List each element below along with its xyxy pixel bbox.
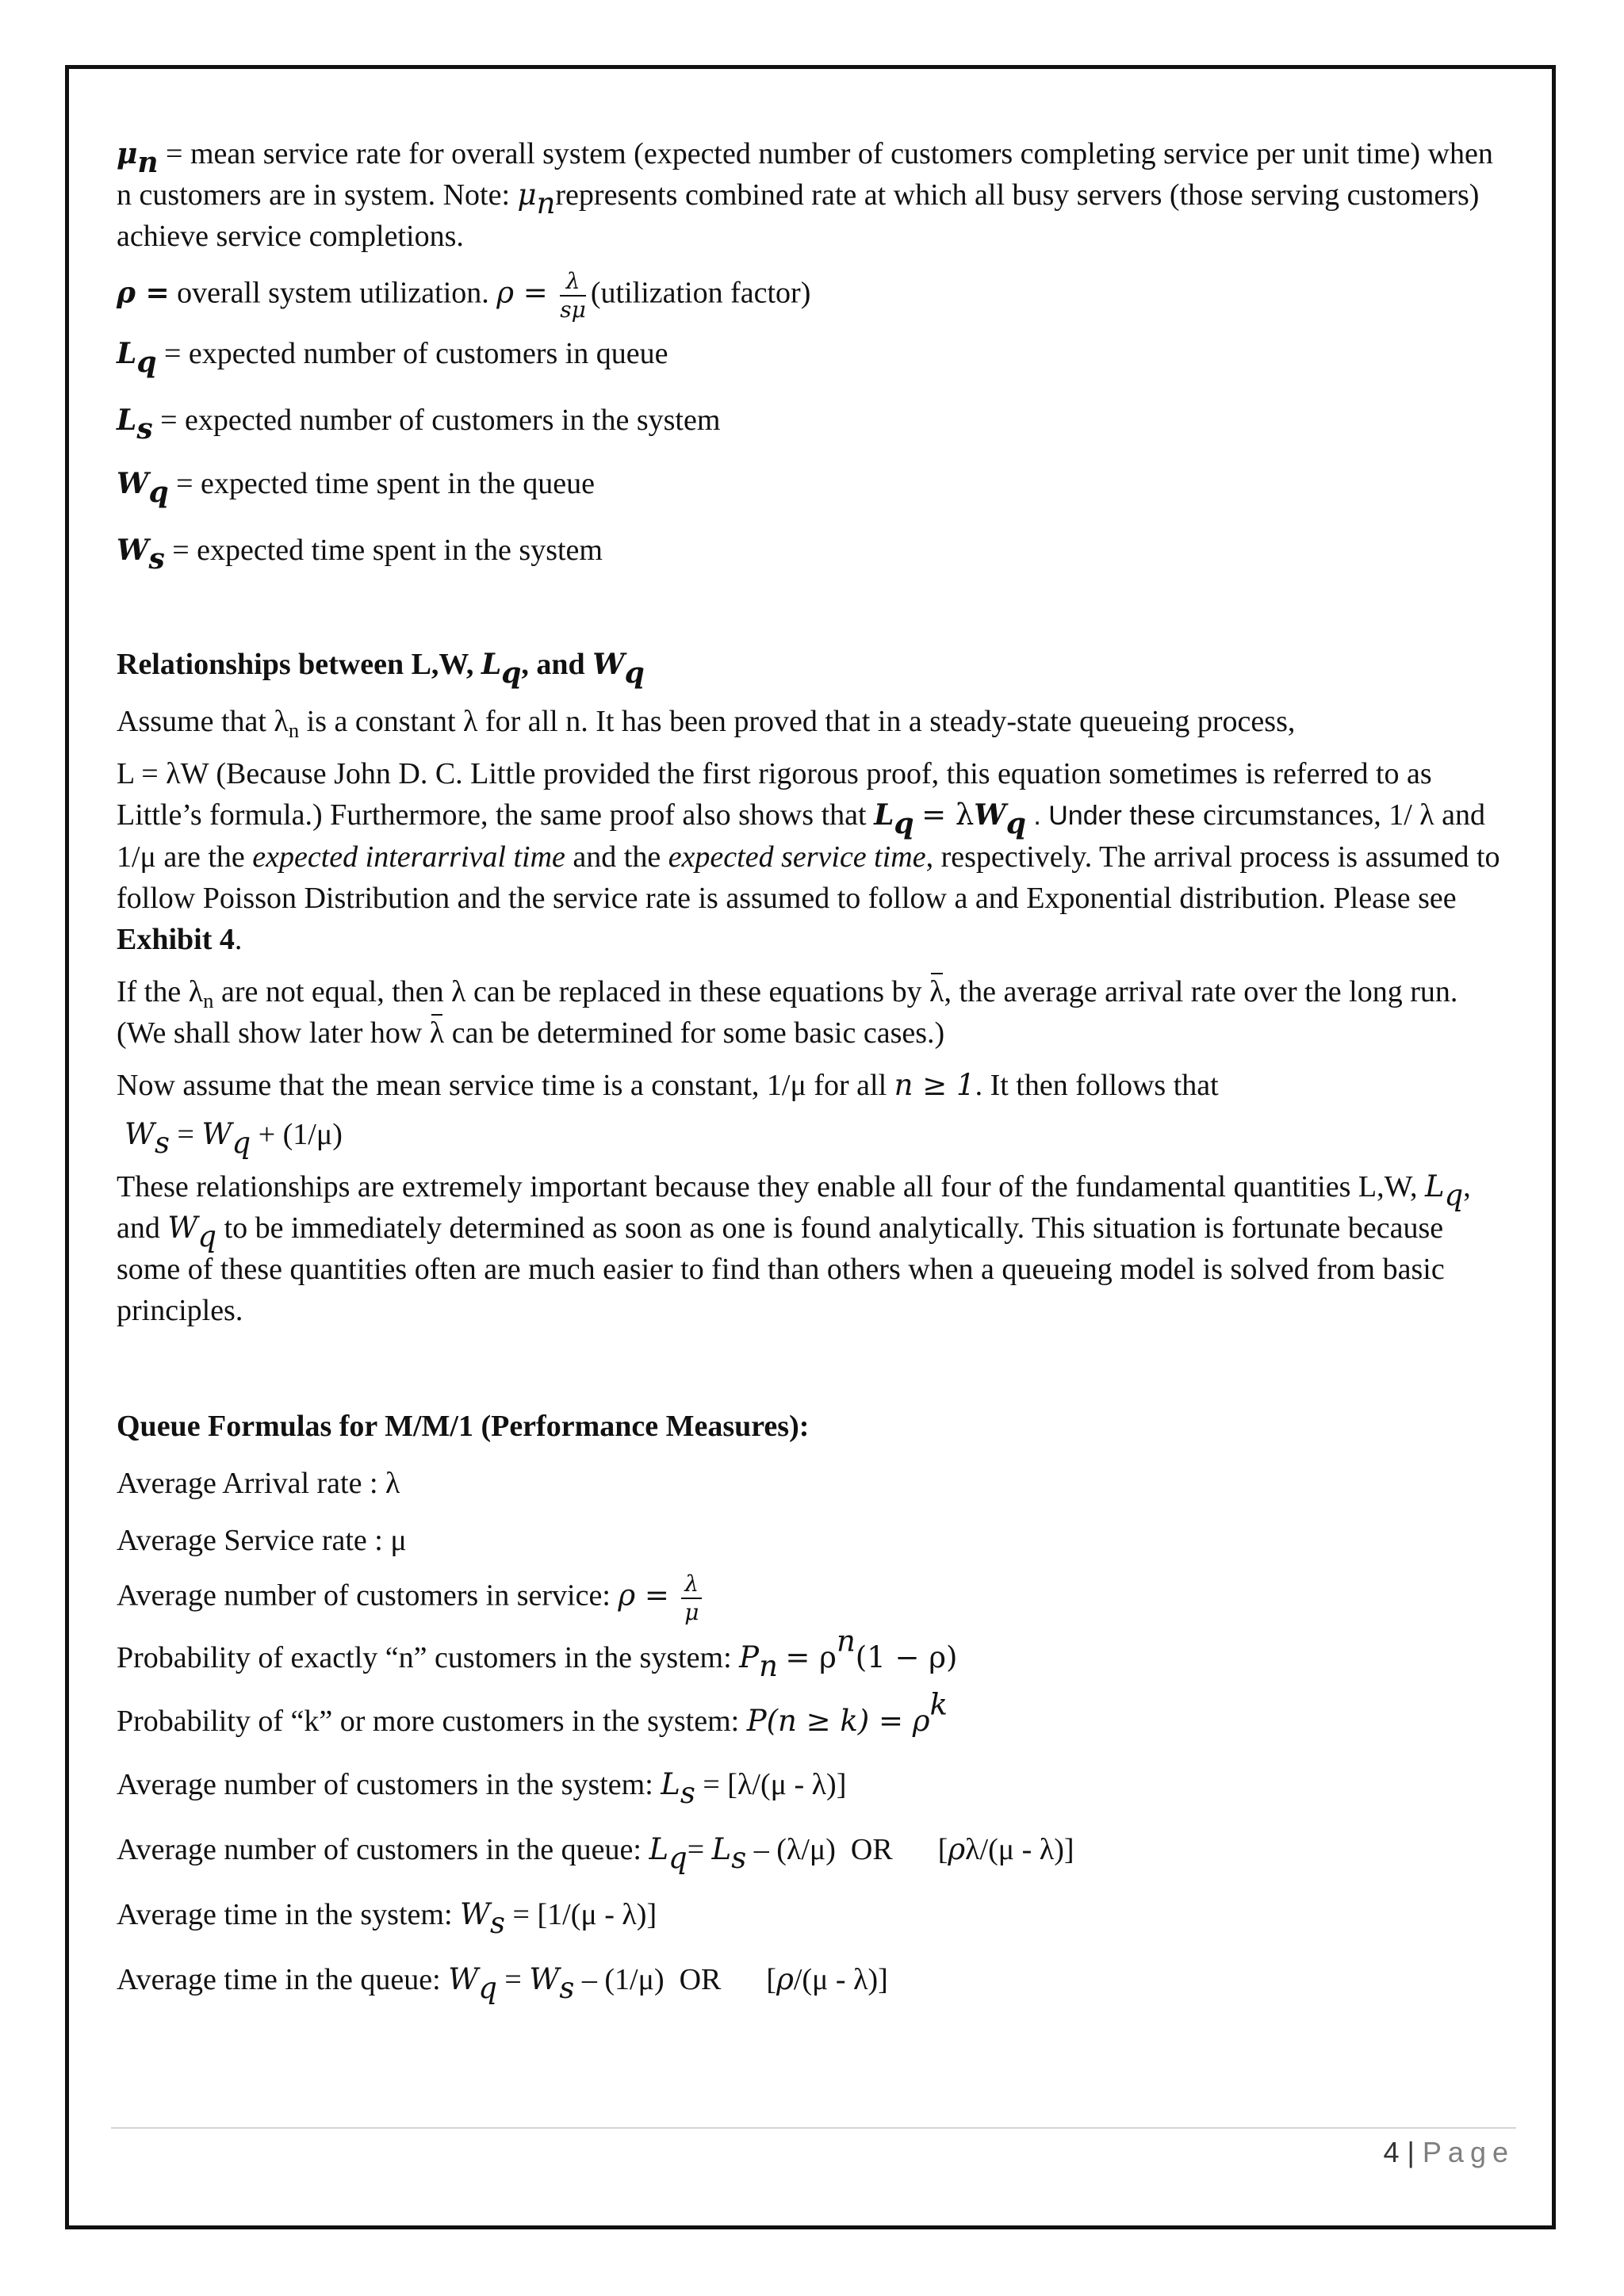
mm1-probability-k: Probability of “k” or more customers in the system: $P(n \ge k) = \rho^k$ bbox=[117, 1687, 948, 1738]
lambda-bar: λ bbox=[430, 1012, 444, 1054]
document-body bbox=[117, 133, 1512, 2006]
relationships-paragraph-4: Now assume that the mean service time is a constant, 1/μ for all n ≥ 1. It then follows that bbox=[117, 1068, 1219, 1102]
page-footer bbox=[1384, 2132, 1515, 2173]
definition-wq: $W_q$ = expected time spent in the queue bbox=[117, 467, 596, 509]
mm1-wq: Average time in the queue: $W_q = W_s - (1/\mu)$ OR [ρ/(μ - λ)] bbox=[117, 1962, 888, 2006]
lambda-over-mu-fraction: $\frac{\lambda}{\mu}$ bbox=[681, 1571, 702, 1626]
mm1-lq: Average number of customers in the queue: $L_q= L_s - (\lambda/\mu)$ OR [ρλ/(μ - λ)] bbox=[117, 1832, 1074, 1876]
lambda-bar: λ bbox=[929, 971, 944, 1012]
mm1-ls: Average number of customers in the system: $L_s = [\lambda/(\mu - \lambda)]$ bbox=[117, 1767, 847, 1811]
mm1-heading: Queue Formulas for M/M/1 (Performance Measures): bbox=[117, 1410, 810, 1443]
definition-ls: $L_s$ = expected number of customers in the system bbox=[117, 404, 721, 446]
definition-mu-n: $\mu_n$ = mean service rate for overall system (expected number of customers completing service per unit time) when n customers are in system. Note: $\mu_nrepresents$ combined rate at which all busy servers (those serving customers) achieve service completions. bbox=[117, 137, 1493, 253]
relationships-paragraph-3: If the $\lambda_n$ are not equal, then λ can be replaced in these equations by λ, the average arrival rate over the long run. (We shall show later how λ can be determined for some basic cases.) bbox=[117, 971, 1512, 1054]
definition-rho: ρ = overall system utilization. ρ = $\frac{\lambda}{s\mu}$ (utilization factor) bbox=[117, 268, 811, 323]
definition-lq: $L_q$ = expected number of customers in queue bbox=[117, 337, 668, 379]
mm1-probability-n: Probability of exactly “n” customers in the system: $P_n = \rho^n(1 - \rho)$ bbox=[117, 1624, 958, 1684]
footer-separator: | bbox=[1407, 2136, 1415, 2168]
mm1-arrival-rate: Average Arrival rate : λ bbox=[117, 1467, 400, 1500]
mm1-ws: Average time in the system: $W_s = [1/(\mu - \lambda)]$ bbox=[117, 1897, 657, 1941]
mm1-service-rate: Average Service rate : μ bbox=[117, 1524, 407, 1557]
page-number: 4 bbox=[1383, 2136, 1400, 2168]
definition-ws: $W_s$ = expected time spent in the system bbox=[117, 534, 603, 576]
utilization-fraction: $\frac{\lambda}{s\mu}$ bbox=[560, 268, 586, 323]
mm1-customers-in-service: Average number of customers in service: ρ = $\frac{\lambda}{\mu}$ bbox=[117, 1571, 1512, 1626]
page-label: Page bbox=[1422, 2136, 1515, 2168]
relationships-paragraph-6: These relationships are extremely important because they enable all four of the fundamental quantities L,W, $L_q$, and $W_q$ to be immediately determined as soon as one is found analytically. This situation is fortunate because some of these quantities often are much easier to find than others when a queueing model is solved from basic principles. bbox=[117, 1169, 1471, 1327]
relationships-paragraph-1: Assume that $\lambda_n$ is a constant λ for all n. It has been proved that in a steady-state queueing process, bbox=[117, 705, 1296, 742]
footer-divider bbox=[111, 2127, 1516, 2129]
ws-formula: $W_s = W_q + (1/\mu)$ bbox=[124, 1117, 343, 1161]
relationships-paragraph-2: L = λW (Because John D. C. Little provided the first rigorous proof, this equation sometimes is referred to as Little’s formula.) Furthermore, the same proof also shows that $L_q = \lambda W_q$ . Under these circumstances, 1/ λ and 1/μ are the expected interarrival time and the expected service time, respectively. The arrival process is assumed to follow Poisson Distribution and the service rate is assumed to follow a and Exponential distribution. Please see Exhibit 4. bbox=[117, 757, 1500, 956]
relationships-heading: Relationships between L,W, $L_q$, and $W_q$ bbox=[117, 648, 645, 690]
